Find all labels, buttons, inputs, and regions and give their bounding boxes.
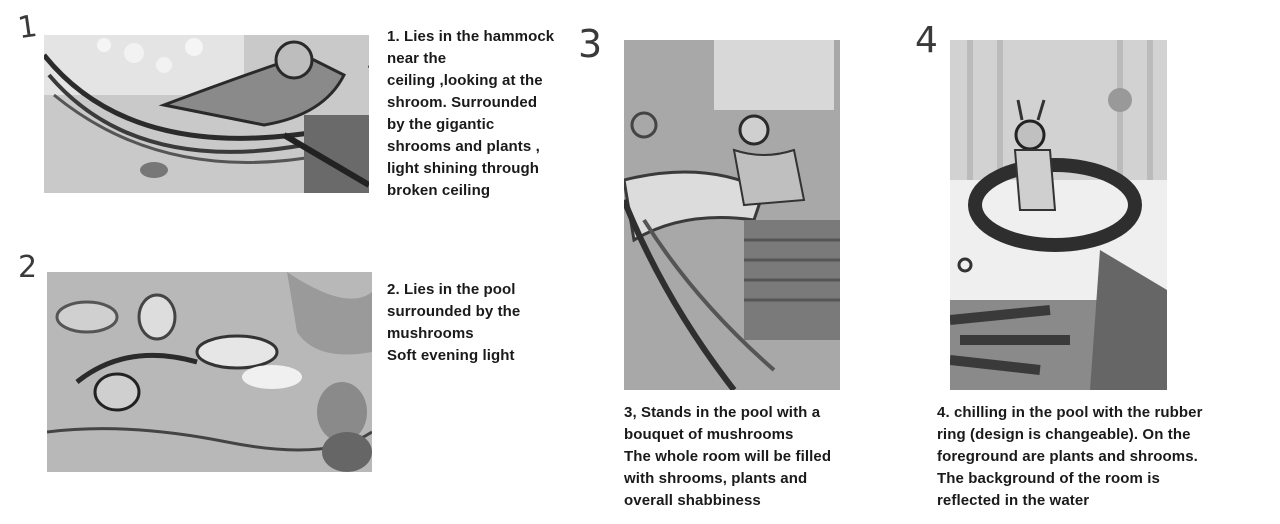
caption-4-line: ring (design is changeable). On the xyxy=(937,426,1191,443)
caption-2-line: surrounded by the xyxy=(387,303,521,320)
caption-1-line: light shining through xyxy=(387,160,540,177)
sketch-4-rubber-ring xyxy=(950,40,1167,390)
caption-4-line: reflected in the water xyxy=(937,492,1090,509)
caption-2 xyxy=(387,279,520,367)
caption-1-line: broken ceiling xyxy=(387,182,491,199)
caption-4-line: foreground are plants and shrooms. xyxy=(937,448,1198,465)
caption-1-line: ceiling ,looking at the xyxy=(387,72,543,89)
caption-1-line: shrooms and plants , xyxy=(387,138,540,155)
panel-number-3: 3 xyxy=(578,22,603,66)
caption-3 xyxy=(624,402,831,512)
sketch-3-standing xyxy=(624,40,840,390)
caption-4 xyxy=(937,402,1203,512)
caption-2-line: mushrooms xyxy=(387,325,474,342)
caption-2-line: 2. Lies in the pool xyxy=(387,281,516,298)
panel-number-2: 2 xyxy=(18,250,38,285)
sketch-1-hammock xyxy=(44,35,369,193)
caption-1-line: near the xyxy=(387,50,447,67)
caption-1-line: by the gigantic xyxy=(387,116,495,133)
caption-2-line: Soft evening light xyxy=(387,347,515,364)
caption-1-line: shroom. Surrounded xyxy=(387,94,538,111)
caption-3-line: The whole room will be filled xyxy=(624,448,832,465)
caption-3-line: 3, Stands in the pool with a xyxy=(624,404,821,421)
panel-number-4: 4 xyxy=(915,20,938,61)
caption-4-line: 4. chilling in the pool with the rubber xyxy=(937,404,1203,421)
sketch-2-pool xyxy=(47,272,372,472)
caption-1-line: 1. Lies in the hammock xyxy=(387,28,555,45)
caption-1 xyxy=(387,26,554,202)
panel-number-1: 1 xyxy=(15,8,40,47)
caption-4-line: The background of the room is xyxy=(937,470,1160,487)
caption-3-line: bouquet of mushrooms xyxy=(624,426,794,443)
caption-3-line: with shrooms, plants and xyxy=(624,470,808,487)
caption-3-line: overall shabbiness xyxy=(624,492,761,509)
